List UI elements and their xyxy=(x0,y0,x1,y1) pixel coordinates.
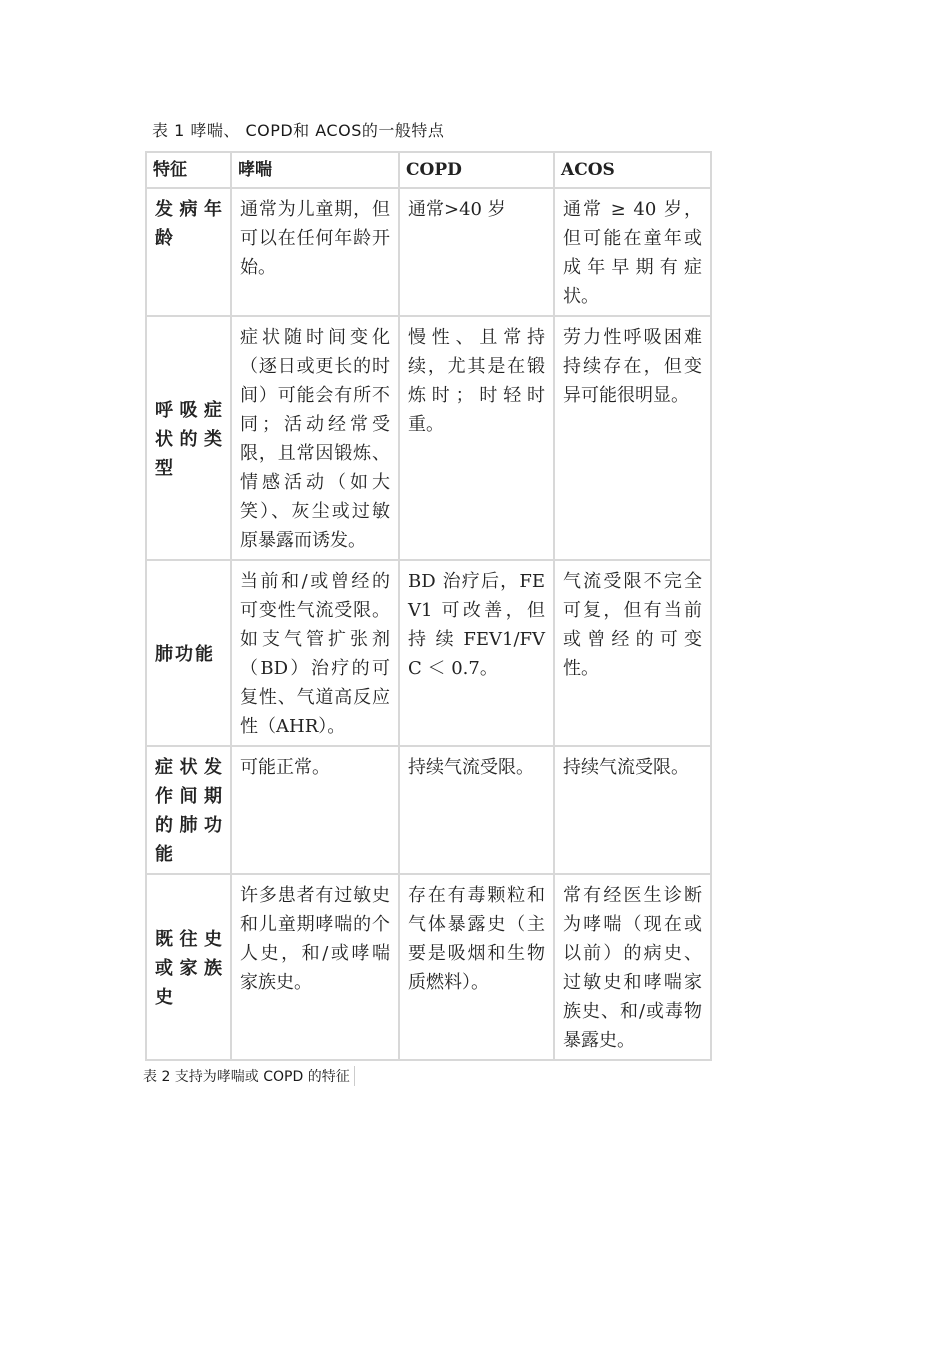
cell-asthma: 通常为儿童期，但可以在任何年龄开始。 xyxy=(231,188,399,316)
cell-asthma: 可能正常。 xyxy=(231,746,399,874)
cell-copd: BD 治疗后，FEV1 可改善，但 持 续 FEV1/FVC ＜ 0.7。 xyxy=(399,560,554,746)
table-row xyxy=(146,316,711,560)
header-asthma: 哮喘 xyxy=(231,152,399,188)
row-feature: 症状发作间期的肺功能 xyxy=(146,746,231,874)
row-feature: 呼吸症状的类型 xyxy=(146,316,231,560)
cell-asthma: 许多患者有过敏史和儿童期哮喘的个人史，和/或哮喘家族史。 xyxy=(231,874,399,1060)
cell-copd: 慢性、且常持续，尤其是在锻炼时；时轻时重。 xyxy=(399,316,554,560)
row-feature: 发病年龄 xyxy=(146,188,231,316)
table1-caption: 表 1 哮喘、 COPD和 ACOS的一般特点 xyxy=(152,121,445,140)
table-header-row xyxy=(146,152,711,188)
features-table-container xyxy=(145,151,710,1051)
header-feature: 特征 xyxy=(146,152,231,188)
table2-caption: 表 2 支持为哮喘或 COPD 的特征 xyxy=(143,1066,355,1086)
cell-acos: 常有经医生诊断为哮喘（现在或以前）的病史、过敏史和哮喘家族史、和/或毒物暴露史。 xyxy=(554,874,711,1060)
cell-copd: 通常>40 岁 xyxy=(399,188,554,316)
cell-copd: 存在有毒颗粒和气体暴露史（主要是吸烟和生物质燃料）。 xyxy=(399,874,554,1060)
table-row xyxy=(146,874,711,1060)
row-feature: 既往史或家族史 xyxy=(146,874,231,1060)
table-row xyxy=(146,746,711,874)
row-feature: 肺功能 xyxy=(146,560,231,746)
header-acos: ACOS xyxy=(554,152,711,188)
header-copd: COPD xyxy=(399,152,554,188)
cell-acos: 通常 ≥ 40 岁，但可能在童年或成年早期有症状。 xyxy=(554,188,711,316)
table-row xyxy=(146,560,711,746)
cell-copd: 持续气流受限。 xyxy=(399,746,554,874)
cell-acos: 持续气流受限。 xyxy=(554,746,711,874)
table-row xyxy=(146,188,711,316)
cell-asthma: 症状随时间变化（逐日或更长的时间）可能会有所不同；活动经常受限，且常因锻炼、情感活动（如大笑）、灰尘或过敏原暴露而诱发。 xyxy=(231,316,399,560)
features-table xyxy=(145,151,712,1061)
cell-asthma: 当前和/或曾经的可变性气流受限。如支气管扩张剂（BD）治疗的可复性、气道高反应性（AHR）。 xyxy=(231,560,399,746)
cell-acos: 劳力性呼吸困难持续存在，但变异可能很明显。 xyxy=(554,316,711,560)
cell-acos: 气流受限不完全可复，但有当前或曾经的可变性。 xyxy=(554,560,711,746)
